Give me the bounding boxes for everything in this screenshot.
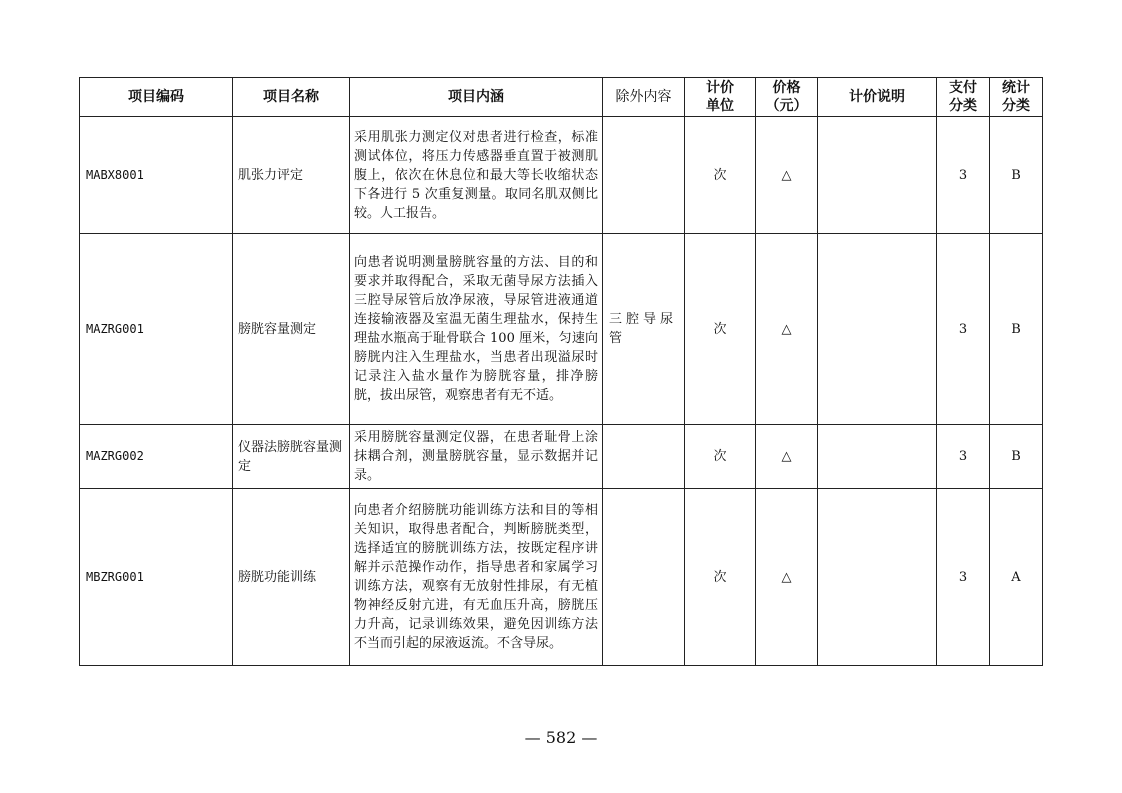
header-pay-line1: 支付 [949, 80, 977, 96]
cell-name: 仪器法膀胱容量测定 [233, 425, 350, 489]
cell-name: 膀胱功能训练 [233, 489, 350, 666]
cell-code: MBZRG001 [80, 489, 233, 666]
header-pay-category [937, 78, 990, 117]
cell-excluded [603, 489, 685, 666]
cell-content: 向患者介绍膀胱功能训练方法和目的等相关知识，取得患者配合，判断膀胱类型，选择适宜的膀胱训练方法，按既定程序讲解并示范操作动作，指导患者和家属学习训练方法，观察有无放射性排尿，有无植物神经反射亢进，有无血压升高，膀胱压力升高，记录训练效果，避免因训练方法不当而引起的尿液返流。不含导尿。 [350, 489, 603, 666]
cell-note [818, 425, 937, 489]
header-code: 项目编码 [80, 78, 233, 117]
page-number: — 582 — [524, 728, 598, 747]
cell-name: 肌张力评定 [233, 117, 350, 234]
header-note: 计价说明 [818, 78, 937, 117]
header-stat-line1: 统计 [1002, 80, 1030, 96]
table-row [80, 425, 1043, 489]
cell-content: 采用膀胱容量测定仪器，在患者耻骨上涂抹耦合剂，测量膀胱容量，显示数据并记录。 [350, 425, 603, 489]
cell-note [818, 489, 937, 666]
header-name: 项目名称 [233, 78, 350, 117]
cell-unit: 次 [685, 489, 756, 666]
header-unit-line1: 计价 [706, 80, 734, 96]
header-stat-category [990, 78, 1043, 117]
cell-content: 采用肌张力测定仪对患者进行检查，标准测试体位，将压力传感器垂直置于被测肌腹上，依次在休息位和最大等长收缩状态下各进行 5 次重复测量。取同名肌双侧比较。人工报告。 [350, 117, 603, 234]
cell-code: MAZRG001 [80, 234, 233, 425]
cell-pay-category: 3 [937, 234, 990, 425]
cell-unit: 次 [685, 117, 756, 234]
cell-pay-category: 3 [937, 117, 990, 234]
cell-excluded [603, 117, 685, 234]
header-row [80, 78, 1043, 117]
cell-pay-category: 3 [937, 425, 990, 489]
cell-content: 向患者说明测量膀胱容量的方法、目的和要求并取得配合，采取无菌导尿方法插入三腔导尿管后放净尿液，导尿管进液通道连接输液器及室温无菌生理盐水，保持生理盐水瓶高于耻骨联合 100 厘米，匀速向膀胱内注入生理盐水，当患者出现溢尿时记录注入盐水量作为膀胱容量，排净膀胱，拔出尿管，观察患者有无不适。 [350, 234, 603, 425]
cell-code: MABX8001 [80, 117, 233, 234]
table-row [80, 234, 1043, 425]
cell-note [818, 117, 937, 234]
table-row [80, 489, 1043, 666]
table-row [80, 117, 1043, 234]
cell-code: MAZRG002 [80, 425, 233, 489]
cell-price: △ [756, 425, 818, 489]
cell-price: △ [756, 117, 818, 234]
header-unit-line2: 单位 [706, 98, 734, 114]
cell-stat-category: B [990, 425, 1043, 489]
cell-stat-category: B [990, 117, 1043, 234]
cell-name: 膀胱容量测定 [233, 234, 350, 425]
header-price [756, 78, 818, 117]
cell-excluded: 三腔导尿管 [603, 234, 685, 425]
header-price-line1: 价格 [772, 80, 801, 96]
header-stat-line2: 分类 [1002, 98, 1030, 114]
header-pay-line2: 分类 [949, 98, 977, 114]
header-price-line2: （元） [765, 98, 808, 114]
cell-unit: 次 [685, 234, 756, 425]
cell-pay-category: 3 [937, 489, 990, 666]
header-excluded: 除外内容 [603, 78, 685, 117]
cell-price: △ [756, 489, 818, 666]
header-unit [685, 78, 756, 117]
cell-note [818, 234, 937, 425]
cell-stat-category: B [990, 234, 1043, 425]
cell-excluded [603, 425, 685, 489]
cell-unit: 次 [685, 425, 756, 489]
cell-price: △ [756, 234, 818, 425]
cell-stat-category: A [990, 489, 1043, 666]
header-content: 项目内涵 [350, 78, 603, 117]
price-table [79, 77, 1043, 666]
